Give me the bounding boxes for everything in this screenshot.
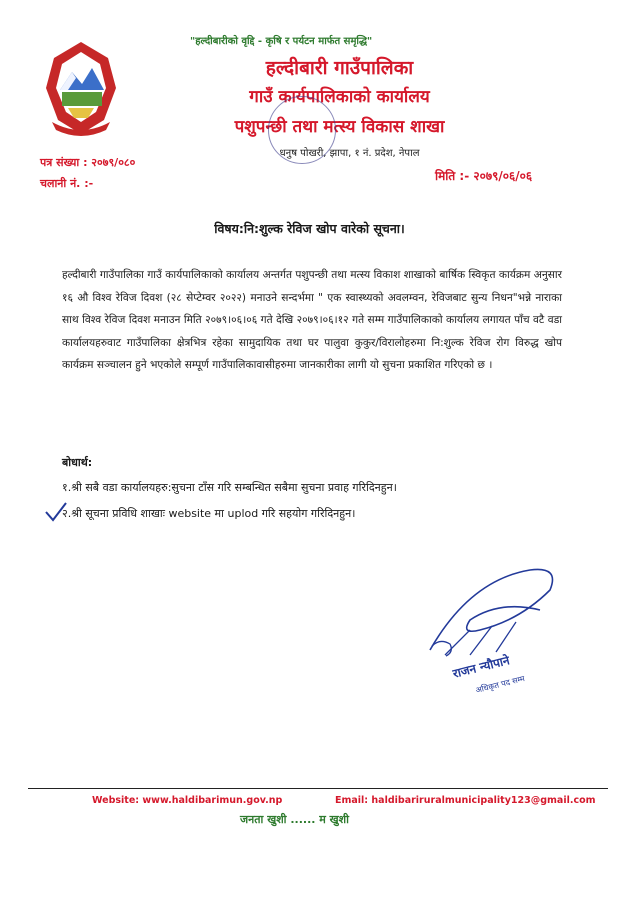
footer-slogan: जनता खुशी ...... म खुशी (239, 813, 349, 826)
office-stamp (268, 96, 336, 164)
dispatch-number: चलानी नं. :- (40, 177, 94, 190)
org-name: हल्दीबारी गाउँपालिका (265, 57, 414, 79)
footer-website: Website: www.haldibarimun.gov.np (92, 795, 283, 806)
bodhartha-item: २.श्री सूचना प्रविधि शाखाः website मा uplod गरि सहयोग गरिदिनहुन। (62, 507, 356, 520)
subject-line: विषय:नि:शुल्क रेविज खोप वारेको सूचना। (214, 221, 405, 236)
branch-name: पशुपन्छी तथा मत्स्य विकास शाखा (234, 117, 445, 137)
motto-text: "हल्दीबारीको वृद्दि - कृषि र पर्यटन मार्फत समृद्धि" (190, 36, 373, 47)
bodhartha-item: १.श्री सबै वडा कार्यालयहरु:सुचना टाँस गरि सम्बन्धित सबैमा सुचना प्रवाह गरिदिनहुन। (62, 481, 397, 494)
letter-number: पत्र संख्या : २०७९/०८० (40, 156, 136, 169)
signatory-name: राजन न्यौपाने (451, 653, 511, 681)
letter-date: मिति :- २०७९/०६/०६ (435, 169, 533, 183)
footer-email: Email: haldibariruralmunicipality123@gmail.com (335, 795, 596, 806)
office-name: गाउँ कार्यपालिकाको कार्यालय (249, 87, 430, 107)
footer-divider (28, 788, 608, 789)
signatory-title: अधिकृत पद सम्म (474, 674, 526, 695)
notice-body: हल्दीबारी गाउँपालिका गाउँ कार्यपालिकाको कार्यालय अन्तर्गत पशुपन्छी तथा मत्स्य विकाश शाखाको बार्षिक स्विकृत कार्यक्रम अनुसार १६ औ विश्व रेविज दिवश (२८ सेप्टेम्वर २०२२) मनाउने सन्दर्भमा " एक स्वास्थ्यको अवलम्वन, रेविजबाट सुन्य निधन"भन्ने नाराका साथ विश्व रेविज दिवश मनाउन मिति २०७९।०६।०६ गते देखि २०७९।०६।१२ गते सम्म गाउँपालिकाको कार्यालय लगायत पाँच वटै वडा कार्यालयहरुवाट गाउँपालिका क्षेत्रभित्र रहेका सामुदायिक तथा घर पालुवा कुकुर/विरालोहरुमा नि:शुल्क रेविज रोग विरुद्ध खोप कार्यक्रम सञ्चालन हुने भएकोले सम्पूर्ण गाउँपालिकावासीहरुमा जानकारीका लागी यो सुचना प्रकाशित गरिएको छ । (62, 269, 562, 371)
office-address: धनुष पोखरी, झापा, १ नं. प्रदेश, नेपाल (279, 148, 420, 159)
bodhartha-label: बोधार्थ: (62, 456, 93, 469)
